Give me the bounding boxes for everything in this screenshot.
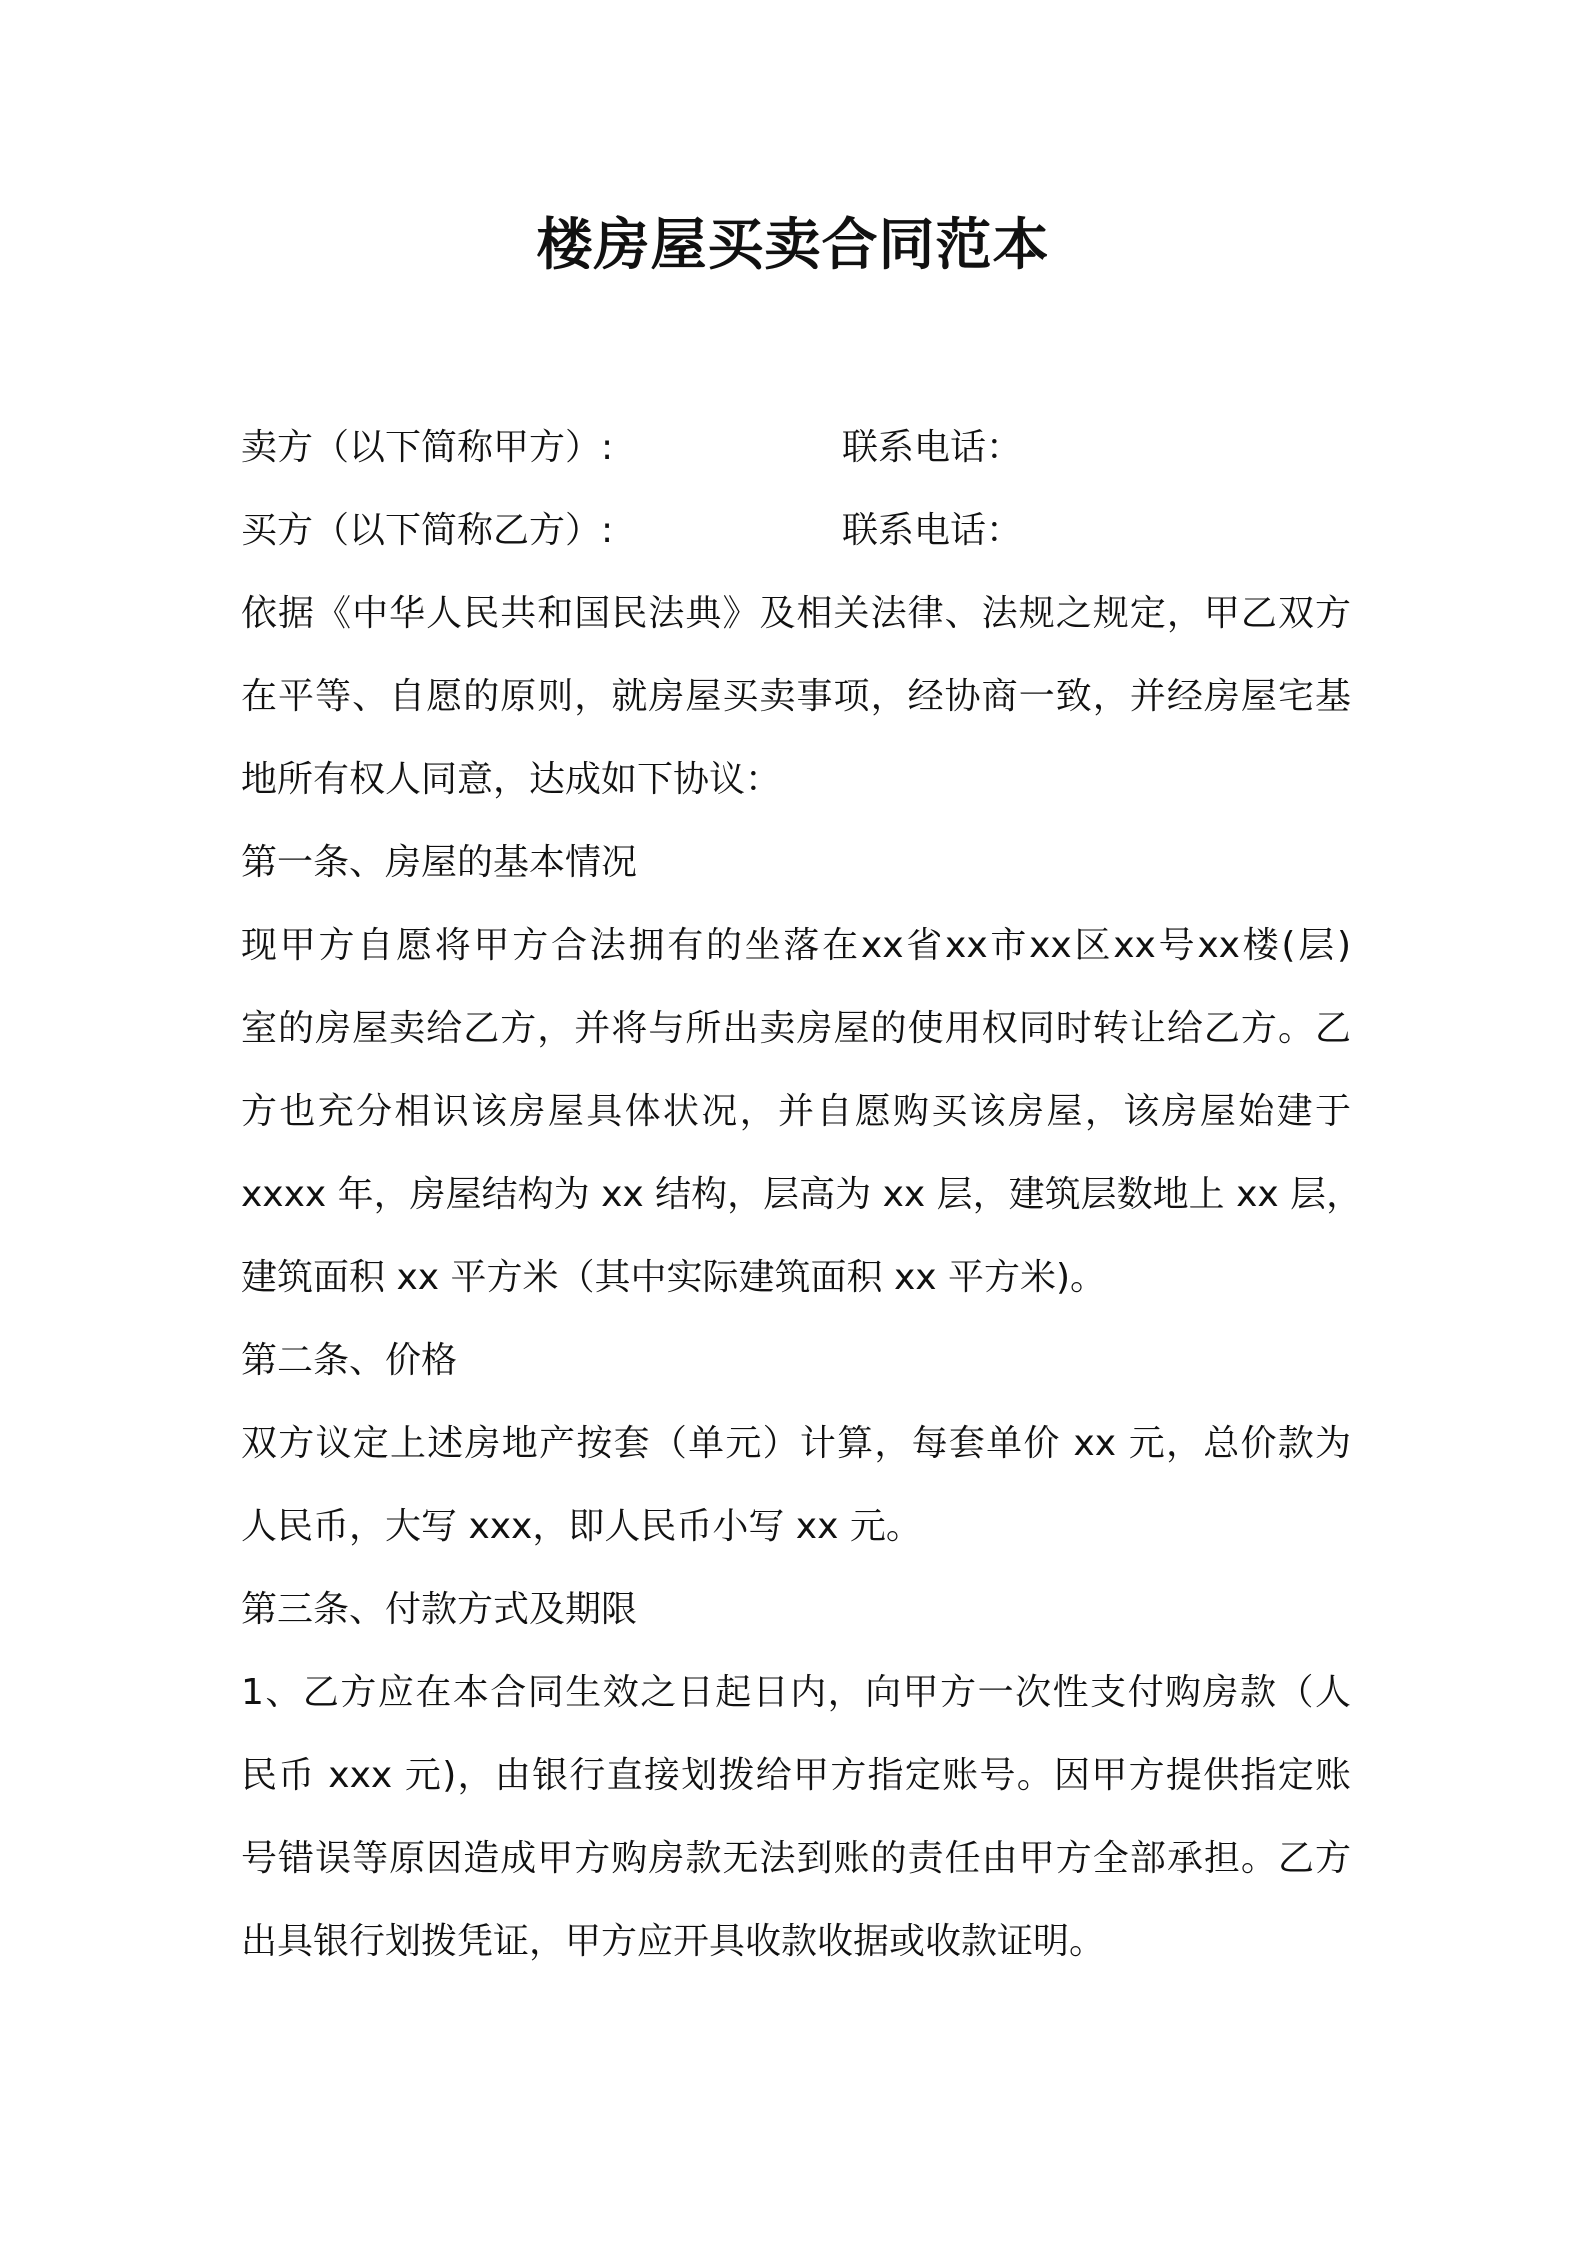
article-3-line: 号错误等原因造成甲方购房款无法到账的责任由甲方全部承担。乙方 [241, 1838, 1351, 1879]
seller-row [241, 406, 1351, 489]
article-2-heading: 第二条、价格 [241, 1340, 458, 1381]
buyer-row [241, 489, 1351, 572]
article-3-line: 出具银行划拨凭证，甲方应开具收款收据或收款证明。 [241, 1921, 1106, 1962]
article-2-line: 人民币，大写 xxx，即人民币小写 xx 元。 [241, 1506, 922, 1547]
page-title: 楼房屋买卖合同范本 [536, 213, 1050, 278]
article-1-line: 室的房屋卖给乙方，并将与所出卖房屋的使用权同时转让给乙方。乙 [241, 1008, 1351, 1049]
article-3-line: 1、乙方应在本合同生效之日起日内，向甲方一次性支付购房款（人 [241, 1672, 1351, 1713]
article-1-heading: 第一条、房屋的基本情况 [241, 842, 638, 883]
article-2-line: 双方议定上述房地产按套（单元）计算，每套单价 xx 元，总价款为 [241, 1423, 1351, 1464]
buyer-label: 买方（以下简称乙方）: [241, 510, 614, 551]
preamble-line: 依据《中华人民共和国民法典》及相关法律、法规之规定，甲乙双方 [241, 593, 1351, 634]
seller-label: 卖方（以下简称甲方）: [241, 427, 614, 468]
contract-body [241, 406, 1363, 1983]
article-3-heading: 第三条、付款方式及期限 [241, 1589, 638, 1630]
article-1-line: 方也充分相识该房屋具体状况，并自愿购买该房屋，该房屋始建于 [241, 1091, 1351, 1132]
article-1-line: xxxx 年，房屋结构为 xx 结构，层高为 xx 层，建筑层数地上 xx 层， [241, 1174, 1363, 1215]
seller-contact-label: 联系电话： [842, 427, 1023, 468]
preamble-line: 在平等、自愿的原则，就房屋买卖事项，经协商一致，并经房屋宅基 [241, 676, 1351, 717]
preamble-line: 地所有权人同意，达成如下协议： [241, 759, 782, 800]
article-3-line: 民币 xxx 元)，由银行直接划拨给甲方指定账号。因甲方提供指定账 [241, 1755, 1351, 1796]
buyer-contact-label: 联系电话： [842, 510, 1023, 551]
article-1-line: 建筑面积 xx 平方米（其中实际建筑面积 xx 平方米)。 [241, 1257, 1107, 1298]
article-1-line: 现甲方自愿将甲方合法拥有的坐落在xx省xx市xx区xx号xx楼(层) [241, 925, 1351, 966]
